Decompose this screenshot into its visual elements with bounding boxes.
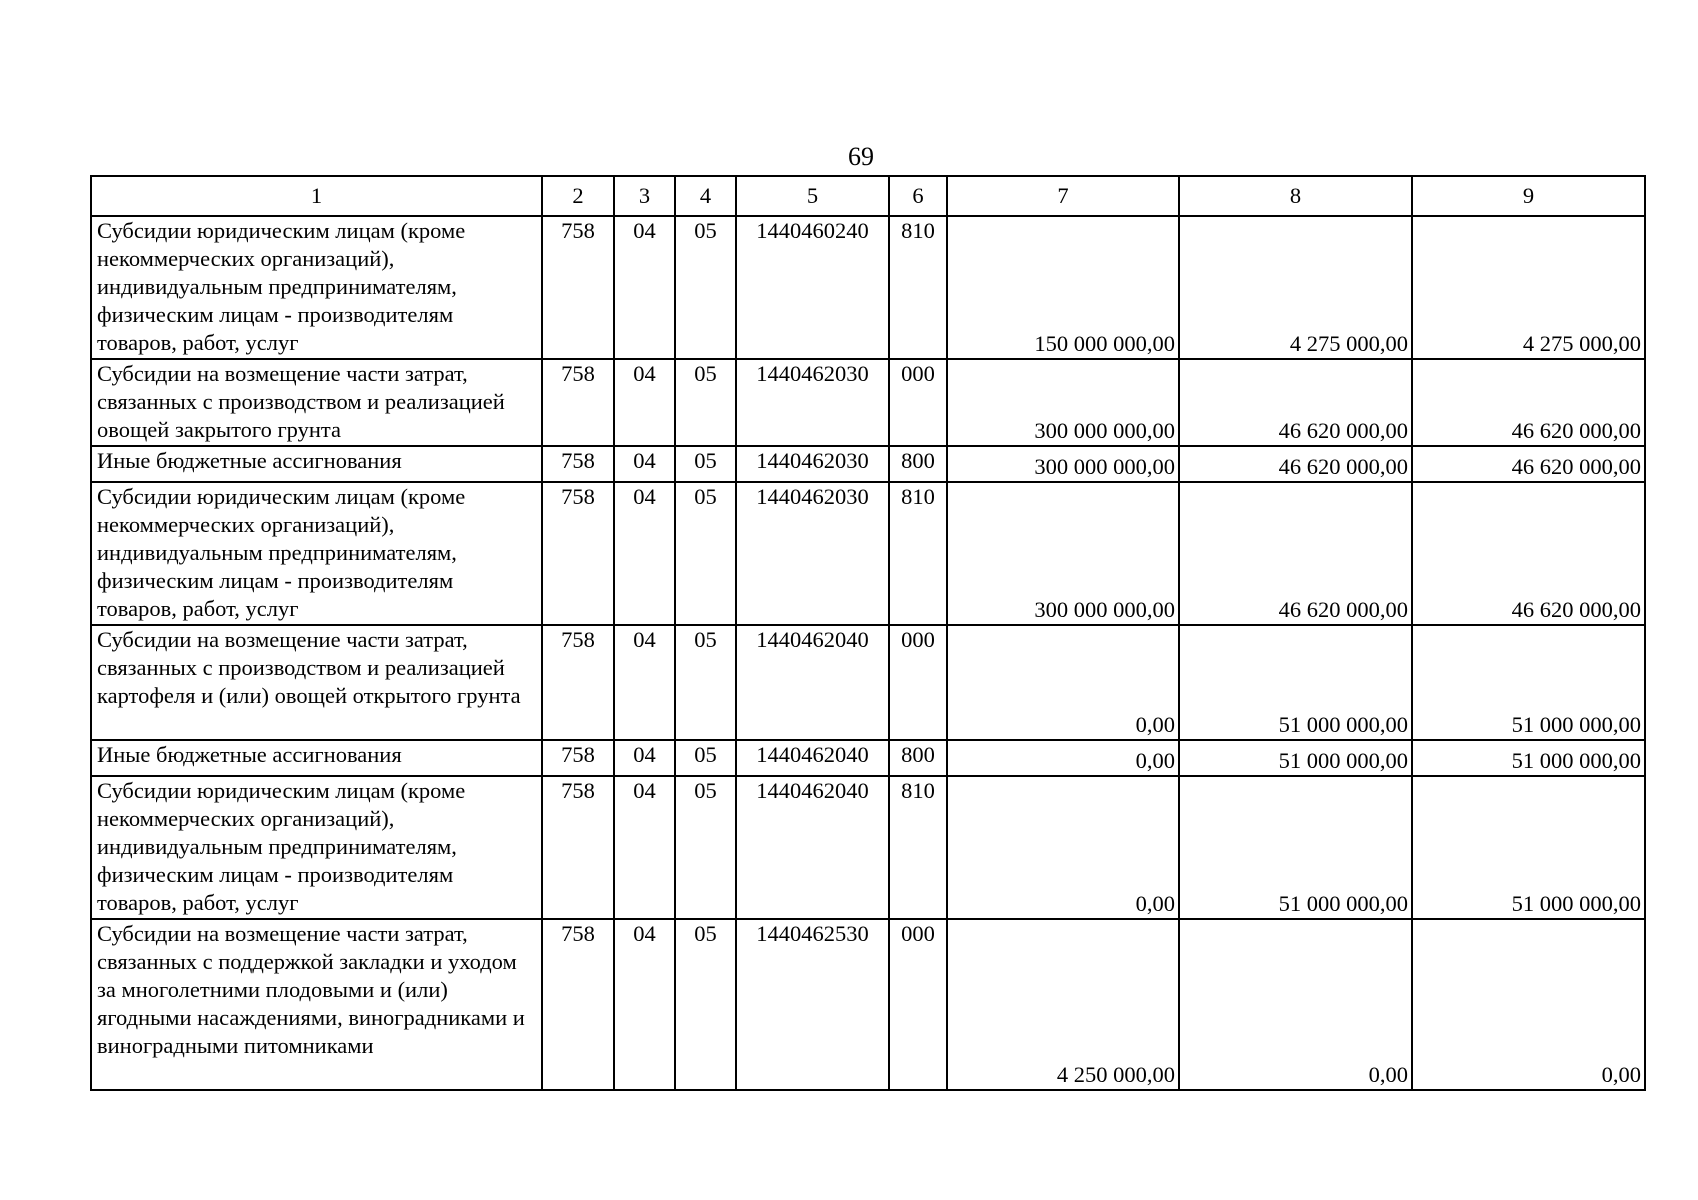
subsection-code: 05 — [675, 740, 736, 776]
table-row — [91, 216, 1645, 359]
section-code: 04 — [614, 919, 675, 1090]
column-header: 6 — [889, 176, 947, 216]
column-header: 2 — [542, 176, 614, 216]
column-header: 1 — [91, 176, 542, 216]
subsection-code: 05 — [675, 625, 736, 740]
table-row — [91, 482, 1645, 625]
column-header: 5 — [736, 176, 889, 216]
column-header: 8 — [1179, 176, 1412, 216]
section-code: 04 — [614, 359, 675, 446]
target-article-code: 1440462040 — [736, 740, 889, 776]
table-row — [91, 740, 1645, 776]
section-code: 04 — [614, 482, 675, 625]
amount-col8: 46 620 000,00 — [1179, 482, 1412, 625]
amount-col7: 0,00 — [947, 740, 1179, 776]
amount-col7: 300 000 000,00 — [947, 446, 1179, 482]
subsection-code: 05 — [675, 482, 736, 625]
amount-col9: 4 275 000,00 — [1412, 216, 1645, 359]
column-header: 7 — [947, 176, 1179, 216]
ministry-code: 758 — [542, 919, 614, 1090]
ministry-code: 758 — [542, 359, 614, 446]
table-row — [91, 446, 1645, 482]
ministry-code: 758 — [542, 776, 614, 919]
amount-col7: 0,00 — [947, 625, 1179, 740]
row-name: Субсидии юридическим лицам (кроме некоммерческих организаций), индивидуальным предпринимателям, физическим лицам - производителям товаров, работ, услуг — [91, 216, 542, 359]
amount-col8: 4 275 000,00 — [1179, 216, 1412, 359]
section-code: 04 — [614, 625, 675, 740]
amount-col8: 46 620 000,00 — [1179, 446, 1412, 482]
section-code: 04 — [614, 740, 675, 776]
amount-col9: 0,00 — [1412, 919, 1645, 1090]
amount-col9: 46 620 000,00 — [1412, 446, 1645, 482]
expense-type-code: 000 — [889, 625, 947, 740]
amount-col8: 51 000 000,00 — [1179, 740, 1412, 776]
target-article-code: 1440462030 — [736, 359, 889, 446]
amount-col9: 51 000 000,00 — [1412, 625, 1645, 740]
ministry-code: 758 — [542, 446, 614, 482]
target-article-code: 1440462040 — [736, 625, 889, 740]
subsection-code: 05 — [675, 446, 736, 482]
amount-col7: 150 000 000,00 — [947, 216, 1179, 359]
row-name: Иные бюджетные ассигнования — [91, 740, 542, 776]
amount-col8: 51 000 000,00 — [1179, 776, 1412, 919]
subsection-code: 05 — [675, 919, 736, 1090]
row-name: Иные бюджетные ассигнования — [91, 446, 542, 482]
expense-type-code: 800 — [889, 446, 947, 482]
budget-table — [90, 175, 1646, 1091]
expense-type-code: 810 — [889, 776, 947, 919]
column-header: 3 — [614, 176, 675, 216]
page-number: 69 — [848, 142, 874, 171]
section-code: 04 — [614, 446, 675, 482]
amount-col7: 4 250 000,00 — [947, 919, 1179, 1090]
row-name: Субсидии юридическим лицам (кроме некоммерческих организаций), индивидуальным предпринимателям, физическим лицам - производителям товаров, работ, услуг — [91, 482, 542, 625]
column-header: 4 — [675, 176, 736, 216]
column-header: 9 — [1412, 176, 1645, 216]
amount-col7: 300 000 000,00 — [947, 482, 1179, 625]
ministry-code: 758 — [542, 740, 614, 776]
table-row — [91, 776, 1645, 919]
amount-col8: 0,00 — [1179, 919, 1412, 1090]
amount-col9: 46 620 000,00 — [1412, 482, 1645, 625]
amount-col8: 46 620 000,00 — [1179, 359, 1412, 446]
table-row — [91, 919, 1645, 1090]
target-article-code: 1440462030 — [736, 482, 889, 625]
ministry-code: 758 — [542, 216, 614, 359]
amount-col7: 0,00 — [947, 776, 1179, 919]
expense-type-code: 000 — [889, 359, 947, 446]
target-article-code: 1440462030 — [736, 446, 889, 482]
subsection-code: 05 — [675, 776, 736, 919]
target-article-code: 1440462530 — [736, 919, 889, 1090]
ministry-code: 758 — [542, 625, 614, 740]
amount-col7: 300 000 000,00 — [947, 359, 1179, 446]
row-name: Субсидии на возмещение части затрат, связанных с производством и реализацией картофеля и (или) овощей открытого грунта — [91, 625, 542, 740]
section-code: 04 — [614, 216, 675, 359]
table-row — [91, 625, 1645, 740]
amount-col9: 51 000 000,00 — [1412, 740, 1645, 776]
row-name: Субсидии на возмещение части затрат, связанных с поддержкой закладки и уходом за многолетними плодовыми и (или) ягодными насаждениями, виноградниками и виноградными питомниками — [91, 919, 542, 1090]
target-article-code: 1440462040 — [736, 776, 889, 919]
table-row — [91, 359, 1645, 446]
target-article-code: 1440460240 — [736, 216, 889, 359]
amount-col9: 51 000 000,00 — [1412, 776, 1645, 919]
table-header-row — [91, 176, 1645, 216]
ministry-code: 758 — [542, 482, 614, 625]
amount-col8: 51 000 000,00 — [1179, 625, 1412, 740]
expense-type-code: 810 — [889, 216, 947, 359]
row-name: Субсидии юридическим лицам (кроме некоммерческих организаций), индивидуальным предпринимателям, физическим лицам - производителям товаров, работ, услуг — [91, 776, 542, 919]
section-code: 04 — [614, 776, 675, 919]
row-name: Субсидии на возмещение части затрат, связанных с производством и реализацией овощей закрытого грунта — [91, 359, 542, 446]
subsection-code: 05 — [675, 216, 736, 359]
amount-col9: 46 620 000,00 — [1412, 359, 1645, 446]
subsection-code: 05 — [675, 359, 736, 446]
expense-type-code: 000 — [889, 919, 947, 1090]
expense-type-code: 800 — [889, 740, 947, 776]
expense-type-code: 810 — [889, 482, 947, 625]
